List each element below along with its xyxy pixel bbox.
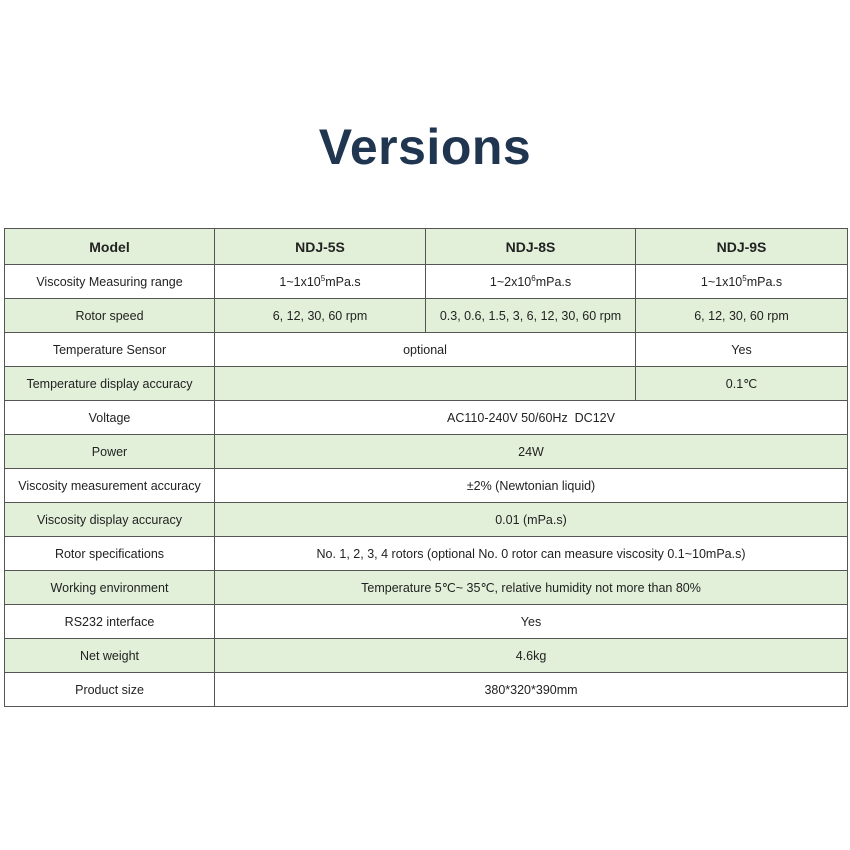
row-label: Working environment [5, 571, 215, 605]
table-row [5, 435, 848, 469]
cell-value: $1\sim 1x10^5mPa.s$ [636, 265, 848, 299]
cell-value: optional [215, 333, 636, 367]
cell-value: 0.01 (mPa.s) [215, 503, 848, 537]
row-label: Temperature display accuracy [5, 367, 215, 401]
table-row [5, 299, 848, 333]
cell-value: Temperature 5℃~ 35℃, relative humidity not more than 80% [215, 571, 848, 605]
spec-table [4, 228, 848, 707]
row-label: Viscosity measurement accuracy [5, 469, 215, 503]
table-row [5, 265, 848, 299]
header-ndj-5s: NDJ-5S [215, 229, 426, 265]
row-label: Power [5, 435, 215, 469]
page-title: Versions [318, 119, 532, 175]
row-label: Voltage [5, 401, 215, 435]
table-row [5, 469, 848, 503]
row-label: Temperature Sensor [5, 333, 215, 367]
table-row [5, 571, 848, 605]
table-row [5, 367, 848, 401]
row-label: Viscosity Measuring range [5, 265, 215, 299]
header-model: Model [5, 229, 215, 265]
table-header-row [5, 229, 848, 265]
table-row [5, 537, 848, 571]
cell-value: 380*320*390mm [215, 673, 848, 707]
cell-value: 4.6kg [215, 639, 848, 673]
header-ndj-9s: NDJ-9S [636, 229, 848, 265]
row-label: Rotor speed [5, 299, 215, 333]
cell-value: ±2% (Newtonian liquid) [215, 469, 848, 503]
table-row [5, 673, 848, 707]
cell-value: Yes [215, 605, 848, 639]
table-row [5, 503, 848, 537]
cell-value: 6, 12, 30, 60 rpm [215, 299, 426, 333]
row-label: RS232 interface [5, 605, 215, 639]
cell-value: 6, 12, 30, 60 rpm [636, 299, 848, 333]
table-row [5, 605, 848, 639]
cell-value: Yes [636, 333, 848, 367]
header-ndj-8s: NDJ-8S [426, 229, 636, 265]
table-row [5, 333, 848, 367]
cell-value: $1\sim 2x10^6mPa.s$ [426, 265, 636, 299]
cell-value: No. 1, 2, 3, 4 rotors (optional No. 0 rotor can measure viscosity 0.1~10mPa.s) [215, 537, 848, 571]
cell-value: AC110-240V 50/60Hz DC12V [215, 401, 848, 435]
row-label: Net weight [5, 639, 215, 673]
cell-value: $1\sim 1x10^5mPa.s$ [215, 265, 426, 299]
row-label: Rotor specifications [5, 537, 215, 571]
cell-value: 0.3, 0.6, 1.5, 3, 6, 12, 30, 60 rpm [426, 299, 636, 333]
table-row [5, 639, 848, 673]
cell-value [215, 367, 636, 401]
row-label: Product size [5, 673, 215, 707]
cell-value: 24W [215, 435, 848, 469]
row-label: Viscosity display accuracy [5, 503, 215, 537]
cell-value: 0.1℃ [636, 367, 848, 401]
table-row [5, 401, 848, 435]
